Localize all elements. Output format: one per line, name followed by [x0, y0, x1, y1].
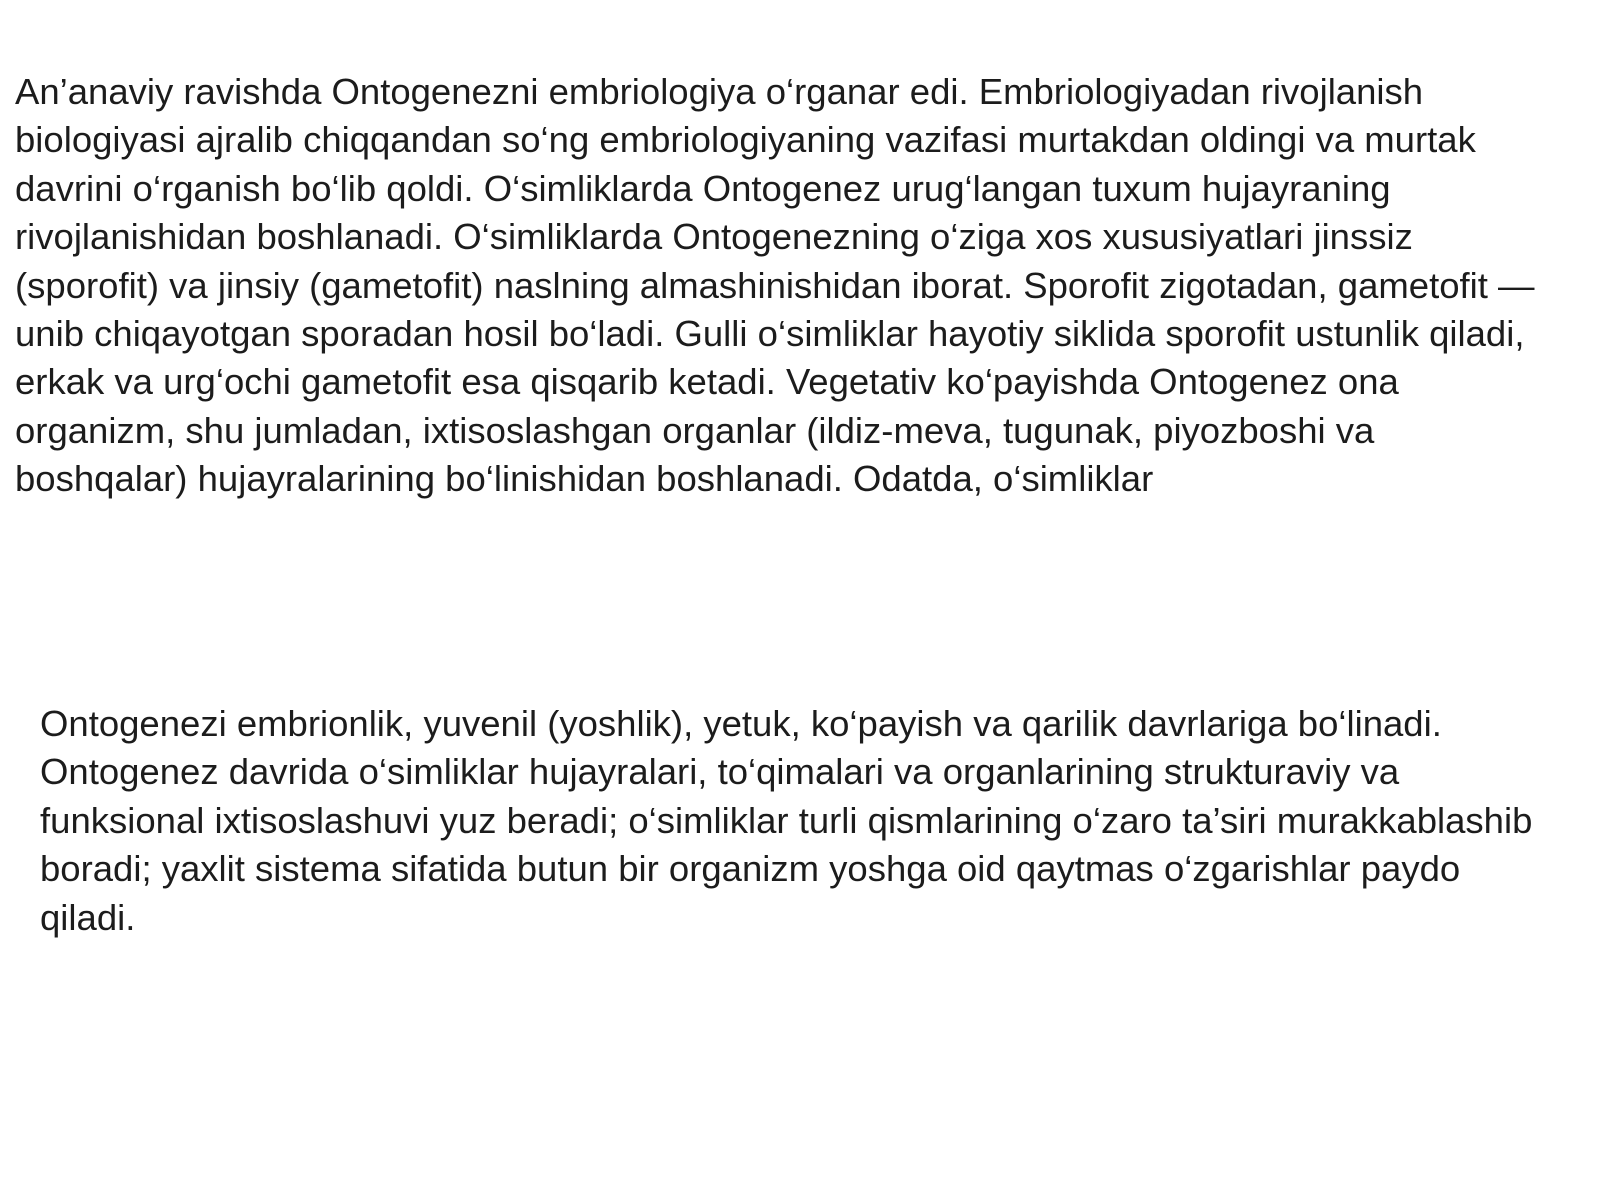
body-paragraph-2: Ontogenezi embrionlik, yuvenil (yoshlik), yetuk, ko‘payish va qarilik davrlariga bo‘linadi. Ontogenez davrida o‘simliklar hujayralari, to‘qimalari va organlarining strukturaviy va funksional ixtisoslashuvi yuz beradi; o‘simliklar turli qismlarining o‘zaro ta’siri murakkablashib boradi; yaxlit sistema sifatida butun bir organizm yoshga oid qaytmas o‘zgarishlar paydo qiladi. [40, 703, 1533, 938]
body-paragraph-1: An’anaviy ravishda Ontogenezni embriologiya o‘rganar edi. Embriologiyadan rivojlanish biologiyasi ajralib chiqqandan so‘ng embriologiyaning vazifasi murtakdan oldingi va murtak davrini o‘rganish bo‘lib qoldi. O‘simliklarda Ontogenez urug‘langan tuxum hujayraning rivojlanishidan boshlanadi. O‘simliklarda Ontogenezning o‘ziga xos xususiyatlari jinssiz (sporofit) va jinsiy (gametofit) naslning almashinishidan iborat. Sporofit zigotadan, gametofit — unib chiqayotgan sporadan hosil bo‘ladi. Gulli o‘simliklar hayotiy siklida sporofit ustunlik qiladi, erkak va urg‘ochi gametofit esa qisqarib ketadi. Vegetativ ko‘payishda Ontogenez ona organizm, shu jumladan, ixtisoslashgan organlar (ildiz-meva, tugunak, piyozboshi va boshqalar) hujayralarining bo‘linishidan boshlanadi. Odatda, o‘simliklar [15, 71, 1535, 500]
